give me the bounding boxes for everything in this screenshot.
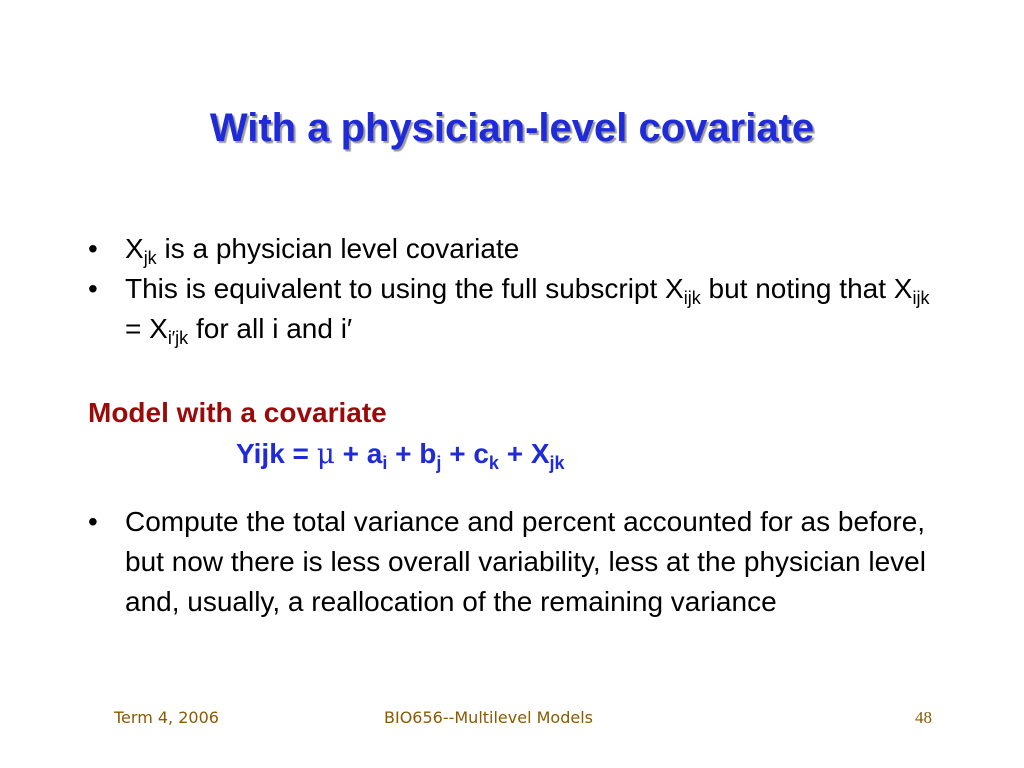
subscript: jk — [549, 453, 565, 473]
text-run: + a — [334, 438, 383, 469]
subscript: ijk — [683, 288, 701, 308]
footer-course: BIO656--Multilevel Models — [384, 708, 593, 727]
bullet-item — [88, 502, 948, 622]
mu-symbol: μ — [316, 437, 335, 470]
bullet-list-top — [88, 229, 948, 349]
text-run: + b — [387, 438, 437, 469]
text-run: = X — [125, 313, 168, 344]
bullet-item — [88, 229, 948, 269]
subscript: k — [488, 453, 499, 473]
bullet-item — [88, 269, 948, 349]
model-equation — [236, 434, 565, 474]
page-number: 48 — [915, 708, 932, 727]
text-run: but noting that X — [700, 273, 913, 304]
text-run: Compute the total variance and percent accounted for as before, but now there is less overall variability, less at the physician level and, usually, a reallocation of the remaining variance — [125, 506, 926, 617]
footer-term: Term 4, 2006 — [114, 708, 219, 727]
bullet-icon: • — [88, 233, 98, 264]
bullet-icon: • — [88, 506, 98, 537]
text-run: for all i and i′ — [188, 313, 353, 344]
subscript: j — [436, 453, 442, 473]
subscript: i′jk — [167, 328, 189, 348]
subscript: ijk — [912, 288, 930, 308]
text-run: Yijk = — [236, 438, 317, 469]
text-run: + X — [498, 438, 550, 469]
text-run: is a physician level covariate — [156, 233, 520, 264]
bullet-list-bottom — [88, 502, 948, 622]
subscript: jk — [143, 248, 157, 268]
bullet-icon: • — [88, 273, 98, 304]
text-run: + c — [441, 438, 489, 469]
slide-title: With a physician-level covariate — [209, 106, 815, 150]
text-run: This is equivalent to using the full subscript X — [125, 273, 684, 304]
subscript: i — [382, 453, 388, 473]
model-heading: Model with a covariate — [88, 397, 387, 428]
text-run: X — [125, 233, 144, 264]
